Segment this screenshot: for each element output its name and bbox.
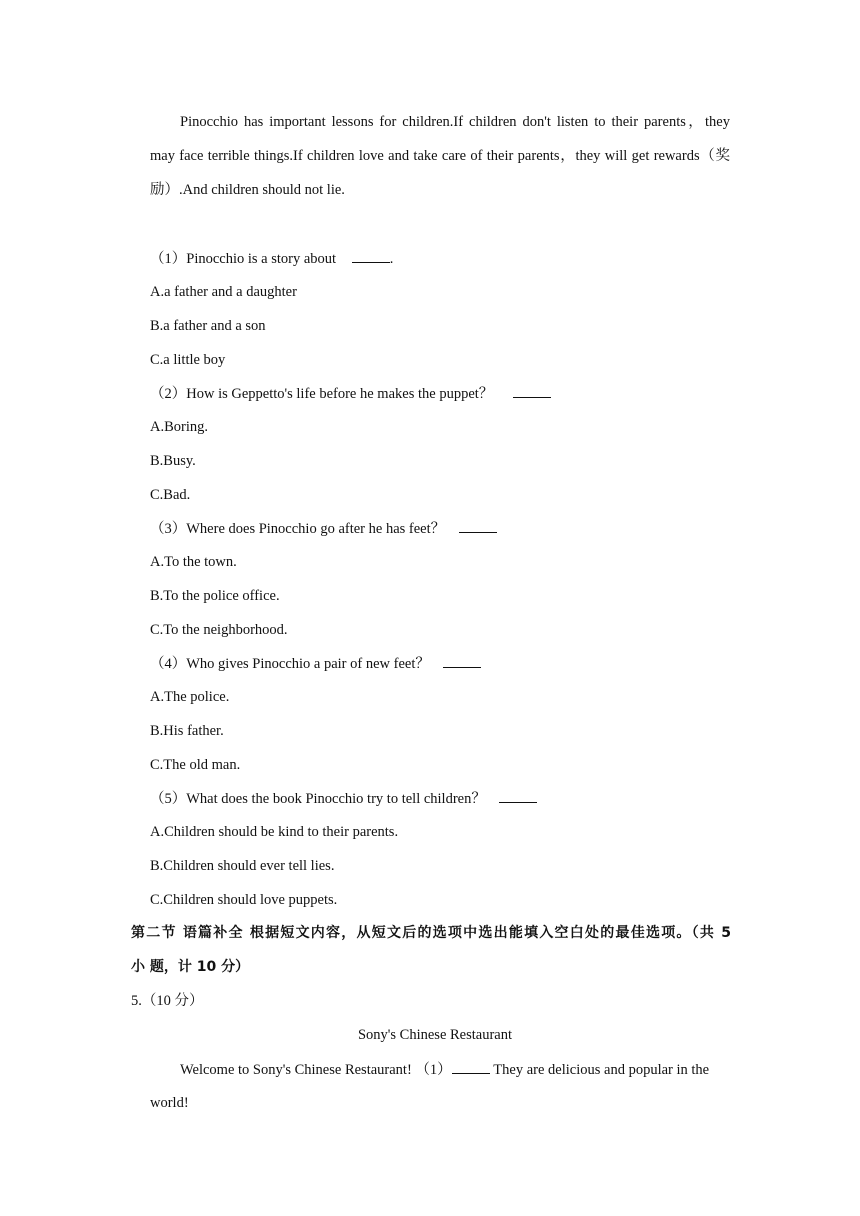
question-5-option-b: B.Children should ever tell lies.: [150, 858, 335, 874]
article-line-1: [180, 1059, 709, 1080]
section-heading-line-2: 小 题，计 10 分）: [131, 959, 250, 975]
question-3-option-b: B.To the police office.: [150, 588, 280, 604]
question-5-option-c: C.Children should love puppets.: [150, 892, 338, 908]
article-line-1-end: They are delicious and popular in the: [489, 1062, 710, 1078]
answer-blank-2[interactable]: [513, 383, 551, 398]
question-4-option-a: A.The police.: [150, 689, 230, 705]
question-1-stem: （1）Pinocchio is a story about .: [150, 248, 393, 269]
article-line-2: world!: [150, 1095, 189, 1111]
question-4-stem: [150, 653, 481, 674]
question-4-text: （4）Who gives Pinocchio a pair of new feet？: [150, 656, 430, 672]
question-3-text: （3）Where does Pinocchio go after he has feet？: [150, 521, 446, 537]
question-1-option-a: A.a father and a daughter: [150, 284, 297, 300]
question-3-option-c: C.To the neighborhood.: [150, 622, 288, 638]
question-5-stem: [150, 788, 537, 809]
problem-number: 5.（10 分）: [131, 993, 204, 1009]
question-1-option-b: B.a father and a son: [150, 318, 266, 334]
question-2-option-b: B.Busy.: [150, 453, 196, 469]
passage-line-2: may face terrible things.If children love and take care of their parents，they will get rewards（奖: [150, 148, 730, 164]
answer-blank-4[interactable]: [443, 653, 481, 668]
question-2-stem: [150, 383, 551, 404]
answer-blank-3[interactable]: [459, 518, 497, 533]
article-title: Sony's Chinese Restaurant: [357, 1027, 513, 1043]
question-5-text: （5）What does the book Pinocchio try to tell children？: [150, 791, 486, 807]
question-4-option-c: C.The old man.: [150, 757, 241, 773]
question-3-stem: [150, 518, 497, 539]
passage-line-1: Pinocchio has important lessons for children.If children don't listen to their parents，they: [180, 114, 730, 130]
question-1-option-c: C.a little boy: [150, 352, 226, 368]
question-5-option-a: A.Children should be kind to their parents.: [150, 824, 399, 840]
answer-blank-1[interactable]: [352, 248, 390, 263]
question-2-text: （2）How is Geppetto's life before he makes the puppet？: [150, 386, 494, 402]
article-answer-blank-1[interactable]: [452, 1059, 490, 1074]
question-4-option-b: B.His father.: [150, 723, 224, 739]
question-3-option-a: A.To the town.: [150, 554, 237, 570]
answer-blank-5[interactable]: [499, 788, 537, 803]
section-heading-line-1: 第二节 语篇补全 根据短文内容，从短文后的选项中选出能填入空白处的最佳选项。（共 5: [131, 925, 731, 941]
passage-line-3: 励）.And children should not lie.: [150, 182, 345, 198]
question-1-text: （1）Pinocchio is a story about: [150, 251, 337, 267]
article-line-1-start: Welcome to Sony's Chinese Restaurant! （1）: [180, 1062, 452, 1078]
question-2-option-c: C.Bad.: [150, 487, 191, 503]
question-2-option-a: A.Boring.: [150, 419, 208, 435]
